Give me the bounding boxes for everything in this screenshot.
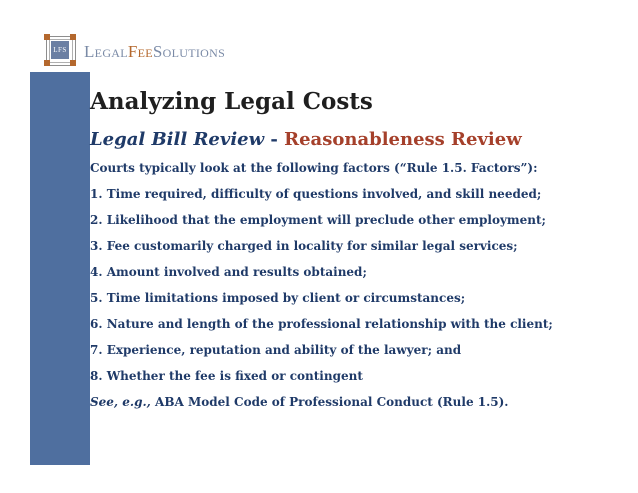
citation xyxy=(90,394,620,410)
factor-item-6: 6. Nature and length of the professional relationship with the client; xyxy=(90,317,553,331)
side-accent-bar xyxy=(30,72,90,465)
factor-item-3: 3. Fee customarily charged in locality for similar legal services; xyxy=(90,239,518,253)
factors-intro: Courts typically look at the following factors (“Rule 1.5. Factors”): xyxy=(90,161,538,175)
slide-title: Analyzing Legal Costs xyxy=(90,88,373,115)
subtitle-separator: - xyxy=(264,129,285,150)
citation-source: ABA Model Code of Professional Conduct (Rule 1.5). xyxy=(150,395,509,409)
factor-item-4: 4. Amount involved and results obtained; xyxy=(90,265,367,279)
citation-see-eg: See, e.g., xyxy=(90,395,151,409)
factor-item-2: 2. Likelihood that the employment will preclude other employment; xyxy=(90,213,546,227)
logo-word-fee: Fee xyxy=(127,41,153,61)
company-logo xyxy=(46,36,225,66)
factor-item-5: 5. Time limitations imposed by client or circumstances; xyxy=(90,291,466,305)
factor-item-7: 7. Experience, reputation and ability of the lawyer; and xyxy=(90,343,462,357)
logo-word-solutions: Solutions xyxy=(152,41,226,61)
slide-subtitle xyxy=(90,128,620,152)
logo-wordmark xyxy=(84,43,225,60)
factor-item-8: 8. Whether the fee is fixed or contingent xyxy=(90,369,363,383)
subtitle-legal-bill-review: Legal Bill Review xyxy=(90,129,265,150)
logo-badge-text: LFS xyxy=(53,46,67,54)
logo-word-legal: Legal xyxy=(84,41,128,61)
subtitle-reasonableness-review: Reasonableness Review xyxy=(284,129,522,150)
slide-content xyxy=(90,88,620,410)
factor-item-1: 1. Time required, difficulty of questions involved, and skill needed; xyxy=(90,187,542,201)
logo-badge-icon xyxy=(46,36,76,66)
